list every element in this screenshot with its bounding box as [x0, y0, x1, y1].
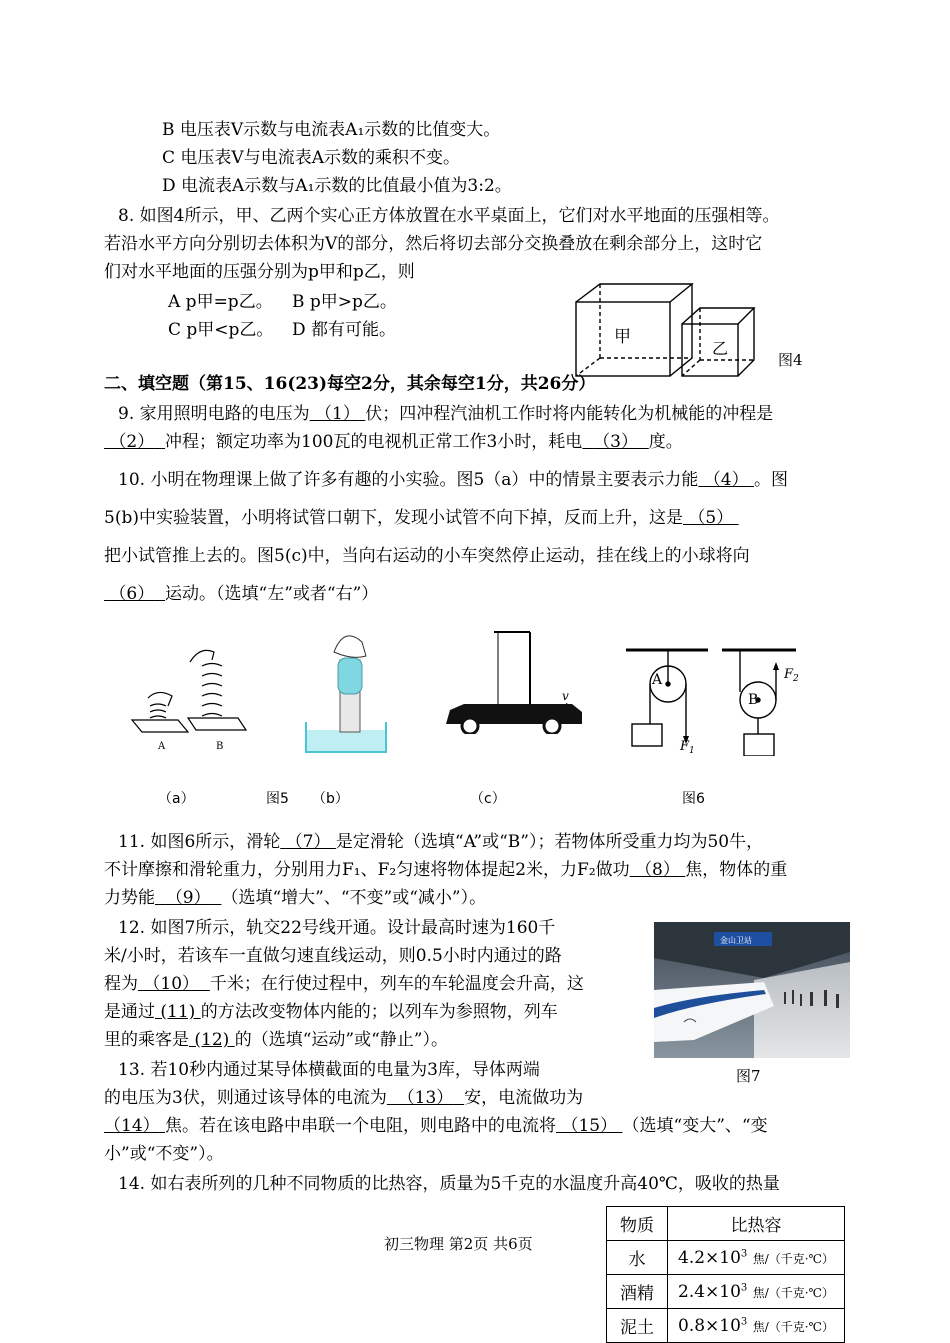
fig6-title: 图6: [682, 791, 705, 807]
q10-line2: 5(b)中实验装置，小明将试管口朝下，发现小试管不向下掉，反而上升，这是 （5）: [104, 506, 739, 530]
substance-name: 酒精: [607, 1275, 668, 1309]
q7-option-b: B 电压表V示数与电流表A₁示数的比值变大。: [162, 120, 501, 140]
q13-line3: （14） 焦。若在该电路中串联一个电阻，则电路中的电流将 （15） （选填“变大”、“变: [104, 1116, 768, 1136]
blank-13: （13）: [397, 1088, 454, 1108]
specific-heat-value: $2.4\times 10^3$ 焦/（千克·℃）: [668, 1275, 845, 1309]
q13-line4: 小”或“不变”）。: [104, 1144, 224, 1164]
figure-7-label: 图7: [736, 1067, 761, 1085]
q7-option-c: C 电压表V与电流表A示数的乘积不变。: [162, 148, 460, 168]
q14-line1: 14. 如右表所列的几种不同物质的比热容，质量为5千克的水温度升高40℃，吸收的热量: [118, 1174, 780, 1194]
q9-text-c: 伏；四冲程汽油机工作时将内能转化为机械能的冲程是: [365, 404, 774, 424]
blank-11: (11): [160, 1002, 196, 1022]
q9-text-e: 度。: [648, 432, 683, 452]
blank-9: （9）: [165, 888, 211, 908]
table-row: [607, 1241, 845, 1275]
svg-text:F1: [679, 739, 695, 756]
q8-option-c: C p甲<p乙。: [168, 320, 274, 340]
table-row: [607, 1275, 845, 1309]
fig5a-label-A: A: [158, 741, 166, 752]
q13-line2: 的电压为3伏，则通过该导体的电流为 （13） 安，电流做功为: [104, 1088, 584, 1108]
figure-5a-springs: [128, 640, 248, 752]
fig5b-caption: （b）: [312, 791, 349, 807]
specific-heat-table: [606, 1206, 845, 1343]
table-header-row: [607, 1207, 845, 1241]
blank-5: （5）: [688, 508, 734, 528]
q12-line4: 是通过 (11) 的方法改变物体内能的；以列车为参照物，列车: [104, 1002, 558, 1022]
fig5c-caption: （c）: [470, 791, 506, 807]
figure-7-train-photo: [654, 922, 850, 1058]
q7-option-d: D 电流表A示数与A₁示数的比值最小值为3:2。: [162, 176, 512, 196]
blank-3: （3）: [593, 432, 638, 452]
q12-line3: 程为 （10） 千米；在行使过程中，列车的车轮温度会升高，这: [104, 974, 584, 994]
section-2-title: 二、填空题（第15、16(23)每空2分，其余每空1分，共26分）: [104, 374, 596, 394]
blank-7: （7）: [285, 832, 331, 852]
blank-12: (12): [194, 1030, 230, 1050]
force-f2-label: F: [784, 667, 794, 682]
page-footer: 初三物理 第2页 共6页: [384, 1235, 533, 1253]
blank-14: （14）: [104, 1116, 160, 1136]
figure-6-pulleys: [620, 644, 810, 756]
figure-5b-test-tube: [300, 622, 392, 756]
force-f2-subscript: 2: [793, 674, 799, 684]
q10-line3: 把小试管推上去的。图5(c)中，当向右运动的小车突然停止运动，挂在线上的小球将向: [104, 546, 750, 566]
blank-8: （8）: [635, 860, 680, 880]
blank-6: （6）: [109, 584, 155, 604]
q9-text-a: 9. 家用照明电路的电压为: [118, 404, 310, 424]
q12-line1: 12. 如图7所示，轨交22号线开通。设计最高时速为160千: [118, 918, 556, 938]
q8-option-b: B p甲>p乙。: [292, 292, 397, 312]
fig5c-velocity-label: v: [562, 689, 569, 703]
q9-line1: [118, 402, 773, 426]
blank-2: （2）: [109, 432, 155, 452]
fig5-title: 图5: [266, 791, 289, 807]
pulley-label-A: A: [652, 672, 663, 688]
q8-line2: 若沿水平方向分别切去体积为V的部分，然后将切去部分交换叠放在剩余部分上，这时它: [104, 234, 763, 254]
svg-text:F2: [783, 667, 799, 684]
q11-line3: 力势能 （9） （选填“增大”、“不变”或“减小”）。: [104, 888, 487, 908]
q11-line2: 不计摩擦和滑轮重力，分别用力F₁、F₂匀速将物体提起2米，力F₂做功 （8） 焦，物体的重: [104, 860, 788, 880]
fig5a-caption: （a）: [158, 791, 195, 807]
q9-text-d: 冲程；额定功率为100瓦的电视机正常工作3小时，耗电: [165, 432, 583, 452]
cube-label-jia: 甲: [614, 327, 631, 347]
q10-line1: 10. 小明在物理课上做了许多有趣的小实验。图5（a）中的情景主要表示力能 （4） 。图: [118, 470, 789, 490]
blank-1: （1）: [315, 404, 360, 424]
fig5a-label-B: B: [216, 741, 224, 752]
blank-10: （10）: [143, 974, 200, 994]
header-substance: 物质: [607, 1207, 668, 1241]
header-specific-heat: 比热容: [668, 1207, 845, 1241]
specific-heat-value: $4.2\times 10^3$ 焦/（千克·℃）: [668, 1241, 845, 1275]
blank-15: （15）: [561, 1116, 618, 1136]
q8-line3: 们对水平地面的压强分别为p甲和p乙，则: [104, 262, 415, 282]
q11-line1: 11. 如图6所示，滑轮 （7） 是定滑轮（选填“A”或“B”）；若物体所受重力均为50牛，: [118, 832, 764, 852]
substance-name: 泥土: [607, 1309, 668, 1343]
q8-line1: 8. 如图4所示，甲、乙两个实心正方体放置在水平桌面上，它们对水平地面的压强相等。: [118, 206, 780, 226]
figure-4-label: 图4: [778, 351, 803, 369]
q12-line5: 里的乘客是 (12) 的（选填“运动”或“静止”）。: [104, 1030, 448, 1050]
specific-heat-value: $0.8\times 10^3$ 焦/（千克·℃）: [668, 1309, 845, 1343]
q12-line2: 米/小时，若该车一直做匀速直线运动，则0.5小时内通过的路: [104, 946, 562, 966]
q8-option-a: A p甲=p乙。: [168, 292, 273, 312]
force-f1-label: F: [680, 739, 690, 754]
table-row: [607, 1309, 845, 1343]
station-sign: 金山卫站: [720, 936, 752, 945]
q9-line2: [104, 430, 683, 454]
blank-4: （4）: [703, 470, 749, 490]
q13-line1: 13. 若10秒内通过某导体横截面的电量为3库，导体两端: [118, 1060, 540, 1080]
q8-option-d: D 都有可能。: [292, 320, 397, 340]
cube-label-yi: 乙: [712, 339, 729, 358]
figure-4-cubes: [570, 280, 770, 380]
substance-name: 水: [607, 1241, 668, 1275]
q10-line4: （6） 运动。（选填“左”或者“右”）: [104, 582, 378, 606]
pulley-label-B: B: [748, 692, 759, 708]
figure-5c-cart: [442, 628, 592, 734]
force-f1-subscript: 1: [689, 746, 695, 756]
